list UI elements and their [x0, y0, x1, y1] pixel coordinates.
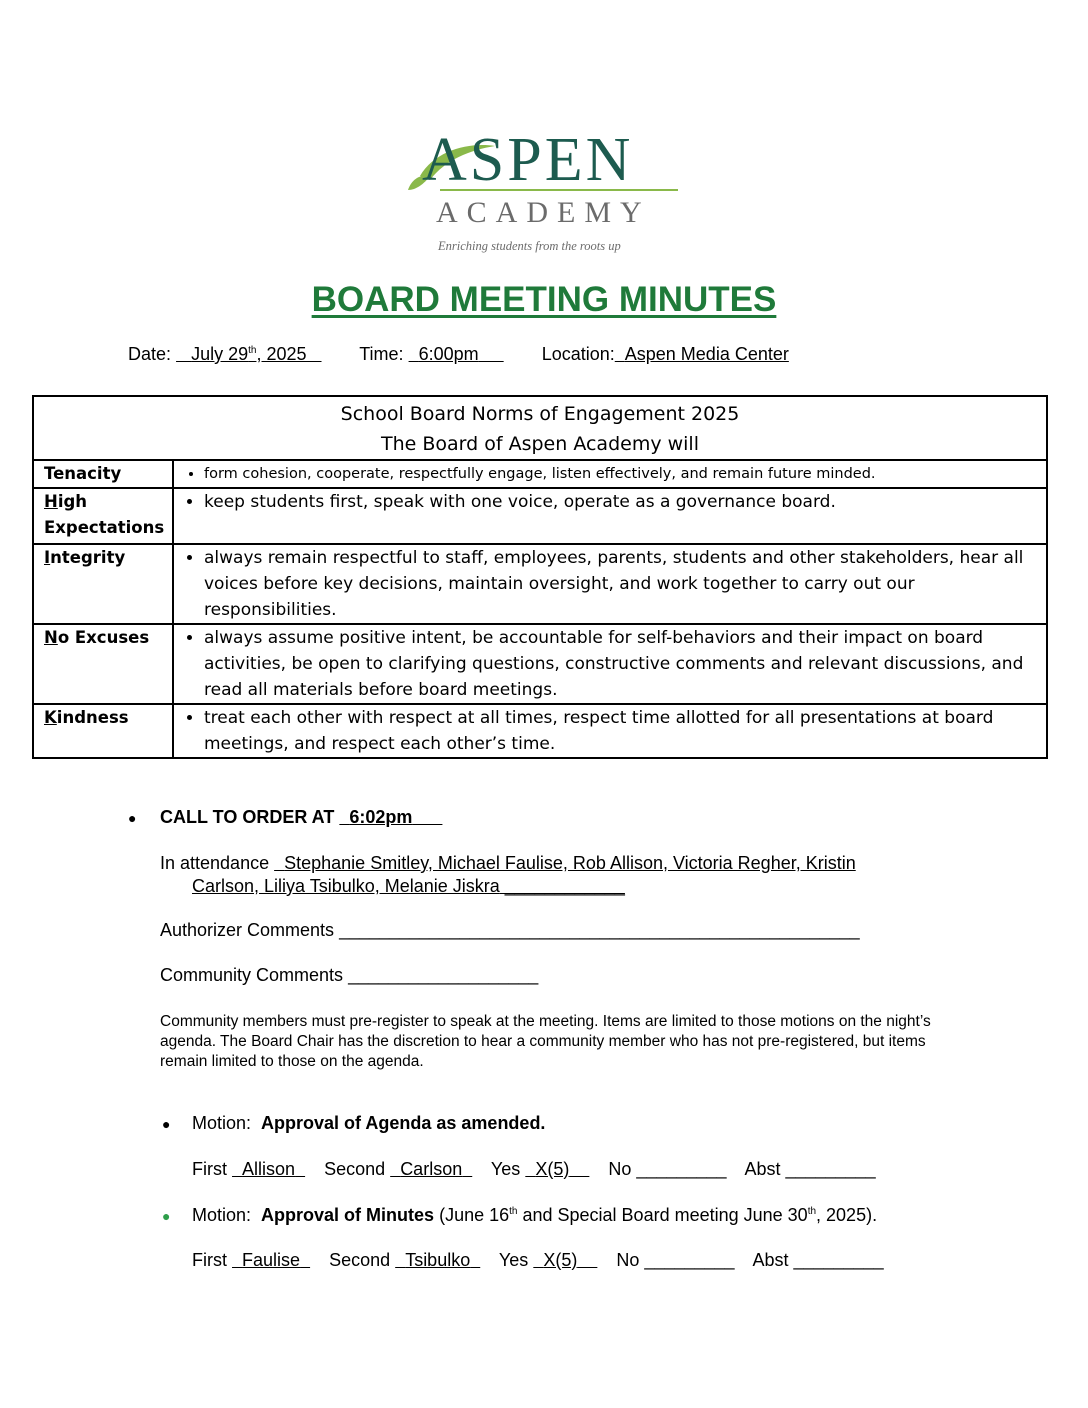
meeting-meta [128, 344, 789, 365]
attendance [160, 852, 960, 898]
norms-of-engagement-table [32, 395, 1048, 759]
norms-heading [33, 396, 1047, 460]
norm-row-integrity [33, 544, 1047, 624]
norm-text: • treat each other with respect at all times, respect time allotted for all presentations at board meetings, and respect each other’s time. [173, 704, 1047, 758]
norm-key: Tenacity [33, 460, 173, 488]
norms-heading-line2: The Board of Aspen Academy will [380, 433, 699, 455]
attendance-label: In attendance [160, 853, 270, 873]
norm-row-tenacity [33, 460, 1047, 488]
motion-title: Approval of Minutes [261, 1205, 435, 1225]
bullet-icon: ● [128, 810, 137, 826]
norm-text: • form cohesion, cooperate, respectfully engage, listen effectively, and remain future minded. [173, 460, 1047, 488]
norms-heading-line1: School Board Norms of Engagement 2025 [340, 403, 740, 425]
second-value: Tsibulko [405, 1250, 471, 1270]
call-to-order [160, 807, 442, 828]
yes-value: X(5) [535, 1159, 570, 1179]
location-label: Location: [541, 344, 615, 364]
time-value: 6:00pm [418, 344, 479, 364]
date-value: July 29th, 2025 [191, 344, 307, 364]
norm-text: • keep students first, speak with one voice, operate as a governance board. [173, 488, 1047, 544]
norm-text: • always remain respectful to staff, employees, parents, students and other stakeholders, hear all voices before key decisions, maintain oversight, and work together to carry out our responsibilities. [173, 544, 1047, 624]
aspen-academy-logo [400, 120, 690, 260]
bullet-icon: ● [162, 1208, 171, 1224]
norm-row-no-excuses [33, 624, 1047, 704]
community-blank: ___________________ [348, 965, 539, 985]
bullet-icon: ● [162, 1116, 171, 1132]
motion-approval-of-minutes [192, 1205, 877, 1226]
location-value: Aspen Media Center [624, 344, 789, 364]
norm-row-kindness [33, 704, 1047, 758]
motion-detail: (June 16th and Special Board meeting June 30th, 2025). [439, 1205, 878, 1225]
motion-label: Motion: [192, 1113, 252, 1133]
community-label: Community Comments [160, 965, 344, 985]
norm-key: No Excuses [33, 624, 173, 704]
call-to-order-time: 6:02pm [349, 807, 413, 827]
authorizer-comments [160, 920, 860, 941]
attendance-line1: Stephanie Smitley, Michael Faulise, Rob Allison, Victoria Regher, Kristin [284, 853, 856, 873]
page-title: BOARD MEETING MINUTES [311, 280, 777, 319]
call-to-order-label: CALL TO ORDER AT [160, 807, 335, 827]
authorizer-blank: ____________________________________________________ [339, 920, 860, 940]
norm-row-high-expectations [33, 488, 1047, 544]
logo-sub-text: ACADEMY [436, 196, 651, 229]
motion-title: Approval of Agenda as amended. [261, 1113, 546, 1133]
logo-tagline: Enriching students from the roots up [438, 239, 621, 253]
norm-key: Kindness [33, 704, 173, 758]
first-value: Faulise [242, 1250, 301, 1270]
norm-text: • always assume positive intent, be accountable for self-behaviors and their impact on board activities, be open to clarifying questions, constructive comments and relevant discussions, and read all materials before board meetings. [173, 624, 1047, 704]
logo-graphic [400, 120, 690, 260]
motion-approval-of-agenda [192, 1113, 545, 1134]
authorizer-label: Authorizer Comments [160, 920, 335, 940]
yes-value: X(5) [543, 1250, 578, 1270]
community-comments [160, 965, 538, 986]
motion-label: Motion: [192, 1205, 252, 1225]
motion-votes: First Faulise Second Tsibulko Yes X(5) No _________ Abst _________ [192, 1250, 884, 1270]
norm-key: Integrity [33, 544, 173, 624]
time-label: Time: [359, 344, 404, 364]
attendance-line2: Carlson, Liliya Tsibulko, Melanie Jiskra ____________ [192, 876, 625, 896]
first-value: Allison [242, 1159, 296, 1179]
motion-votes: First Allison Second Carlson Yes X(5) No _________ Abst _________ [192, 1159, 876, 1179]
community-note: Community members must pre-register to speak at the meeting. Items are limited to those motions on the night’s agenda. The Board Chair has the discretion to hear a community member who has not pre-registered, but items remain limited to those on the agenda. [160, 1013, 931, 1070]
norm-key: High Expectations [33, 488, 173, 544]
date-label: Date: [128, 344, 172, 364]
second-value: Carlson [400, 1159, 463, 1179]
logo-main-text: ASPEN [422, 126, 634, 194]
